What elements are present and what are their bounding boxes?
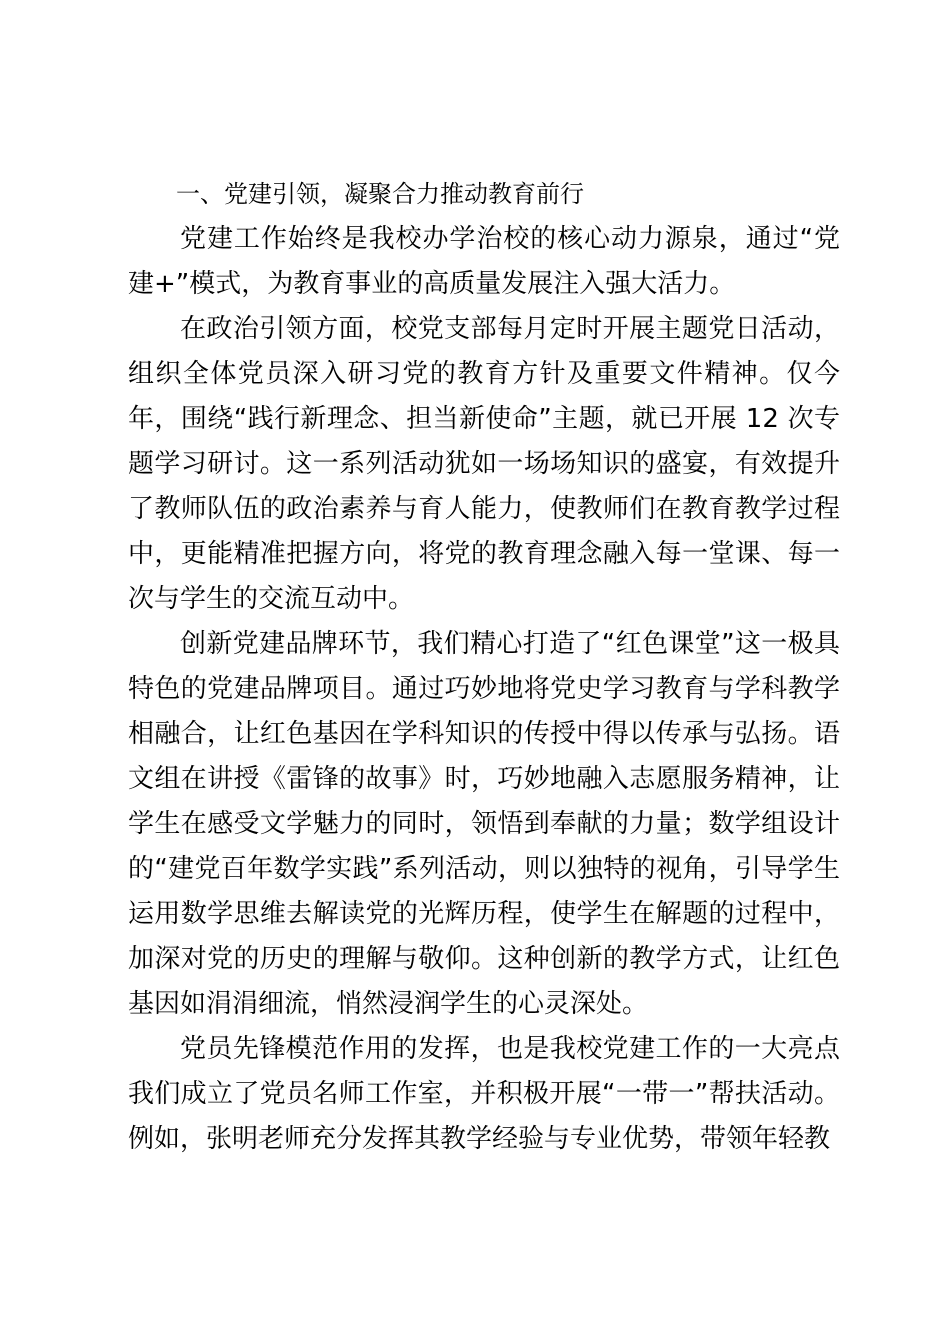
section-heading: 一、党建引领，凝聚合力推动教育前行 (176, 180, 584, 208)
paragraph-brand-innovation: 创新党建品牌环节，我们精心打造了“红色课堂”这一极具特色的党建品牌项目。通过巧妙地将党史学习教育与学科教学相融合，让红色基因在学科知识的传授中得以传承与弘扬。语文组在讲授《雷锋的故事》时，巧妙地融入志愿服务精神，让学生在感受文学魅力的同时，领悟到奉献的力量；数学组设计的“建党百年数学实践”系列活动，则以独特的视角，引导学生运用数学思维去解读党的光辉历程，使学生在解题的过程中，加深对党的历史的理解与敬仰。这种创新的教学方式，让红色基因如涓涓细流，悄然浸润学生的心灵深处。 (128, 629, 840, 1019)
paragraph-party-members-role: 党员先锋模范作用的发挥，也是我校党建工作的一大亮点我们成立了党员名师工作室，并积极开展“一带一”帮扶活动。例如，张明老师充分发挥其教学经验与专业优势，带领年轻教 (128, 1034, 840, 1154)
document-body (128, 172, 840, 1162)
paragraph-intro: 党建工作始终是我校办学治校的核心动力源泉，通过“党建+”模式，为教育事业的高质量发展注入强大活力。 (128, 224, 840, 299)
paragraph-political-guidance: 在政治引领方面，校党支部每月定时开展主题党日活动，组织全体党员深入研习党的教育方针及重要文件精神。仅今年，围绕“践行新理念、担当新使命”主题，就已开展 12 次专题学习研讨。这一系列活动犹如一场场知识的盛宴，有效提升了教师队伍的政治素养与育人能力，使教师们在教育教学过程中，更能精准把握方向，将党的教育理念融入每一堂课、每一次与学生的交流互动中。 (128, 314, 840, 614)
